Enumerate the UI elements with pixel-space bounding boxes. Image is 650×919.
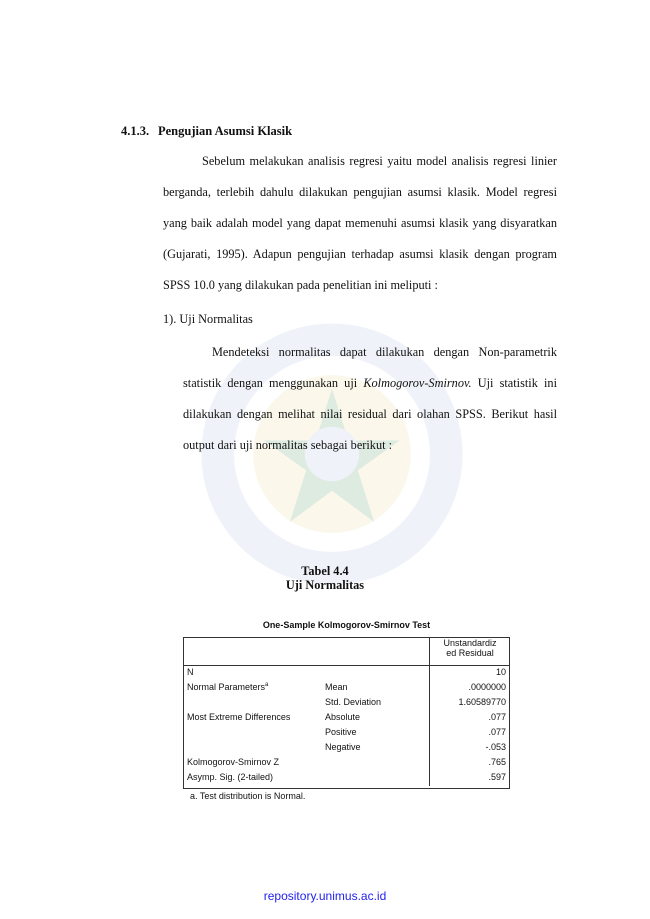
row-sublabel: Positive	[325, 727, 357, 737]
row-label: Kolmogorov-Smirnov Z	[187, 757, 280, 767]
table-row	[183, 696, 510, 711]
normality-text-before: Mendeteksi normalitas dapat dilakukan dengan Non-parametrik statistik dengan menggunakan uji	[183, 345, 557, 390]
column-header: Unstandardiz ed Residual	[430, 637, 511, 666]
normality-text-italic: Kolmogorov-Smirnov.	[363, 376, 472, 390]
intro-paragraph	[163, 146, 557, 301]
table-row	[183, 756, 510, 771]
table-footnote: a. Test distribution is Normal.	[190, 791, 306, 801]
intro-text: Sebelum melakukan analisis regresi yaitu model analisis regresi linier berganda, terlebih dahulu dilakukan pengujian asumsi klasik. Model regresi yang baik adalah model yang dapat memenuhi asumsi klasik yang disyaratkan (Gujarati, 1995). Adapun pengujian terhadap asumsi klasik dengan program SPSS 10.0 yang dilakukan pada penelitian ini meliputi :	[163, 154, 557, 292]
cell-value: 1.60589770	[430, 696, 511, 711]
table-caption-title: Uji Normalitas	[285, 578, 365, 592]
cell-value: .597	[430, 771, 511, 786]
row-label: N	[187, 667, 194, 677]
row-sublabel: Mean	[325, 682, 348, 692]
cell-value: .765	[430, 756, 511, 771]
repository-footer-link[interactable]: repository.unimus.ac.id	[263, 889, 387, 903]
subsection-label: 1). Uji Normalitas	[163, 312, 253, 326]
row-sublabel: Absolute	[325, 712, 361, 722]
table-row	[183, 666, 510, 682]
row-sublabel: Std. Deviation	[325, 697, 382, 707]
cell-value: .077	[430, 711, 511, 726]
row-label: Normal Parameters$^a$	[187, 682, 269, 692]
spss-table-title: One-Sample Kolmogorov-Smirnov Test	[262, 620, 431, 630]
cell-value: -.053	[430, 741, 511, 756]
table-row	[183, 681, 510, 696]
spss-output-table	[183, 637, 510, 786]
row-label: Asymp. Sig. (2-tailed)	[187, 772, 274, 782]
section-title: Pengujian Asumsi Klasik	[158, 124, 293, 138]
section-number: 4.1.3.	[121, 124, 150, 138]
table-row	[183, 741, 510, 756]
table-row	[183, 771, 510, 786]
cell-value: .0000000	[430, 681, 511, 696]
table-row	[183, 726, 510, 741]
section-heading	[121, 124, 292, 139]
normality-text-after: Uji statistik ini dilakukan dengan melihat nilai residual dari olahan SPSS. Berikut hasil output dari uji normalitas sebagai berikut :	[183, 376, 557, 452]
normality-paragraph	[183, 337, 557, 461]
row-label: Most Extreme Differences	[187, 712, 291, 722]
cell-value: .077	[430, 726, 511, 741]
cell-value: 10	[430, 666, 511, 682]
table-caption-number: Tabel 4.4	[301, 564, 349, 578]
table-row	[183, 711, 510, 726]
row-sublabel: Negative	[325, 742, 361, 752]
table-header-row	[183, 637, 510, 666]
